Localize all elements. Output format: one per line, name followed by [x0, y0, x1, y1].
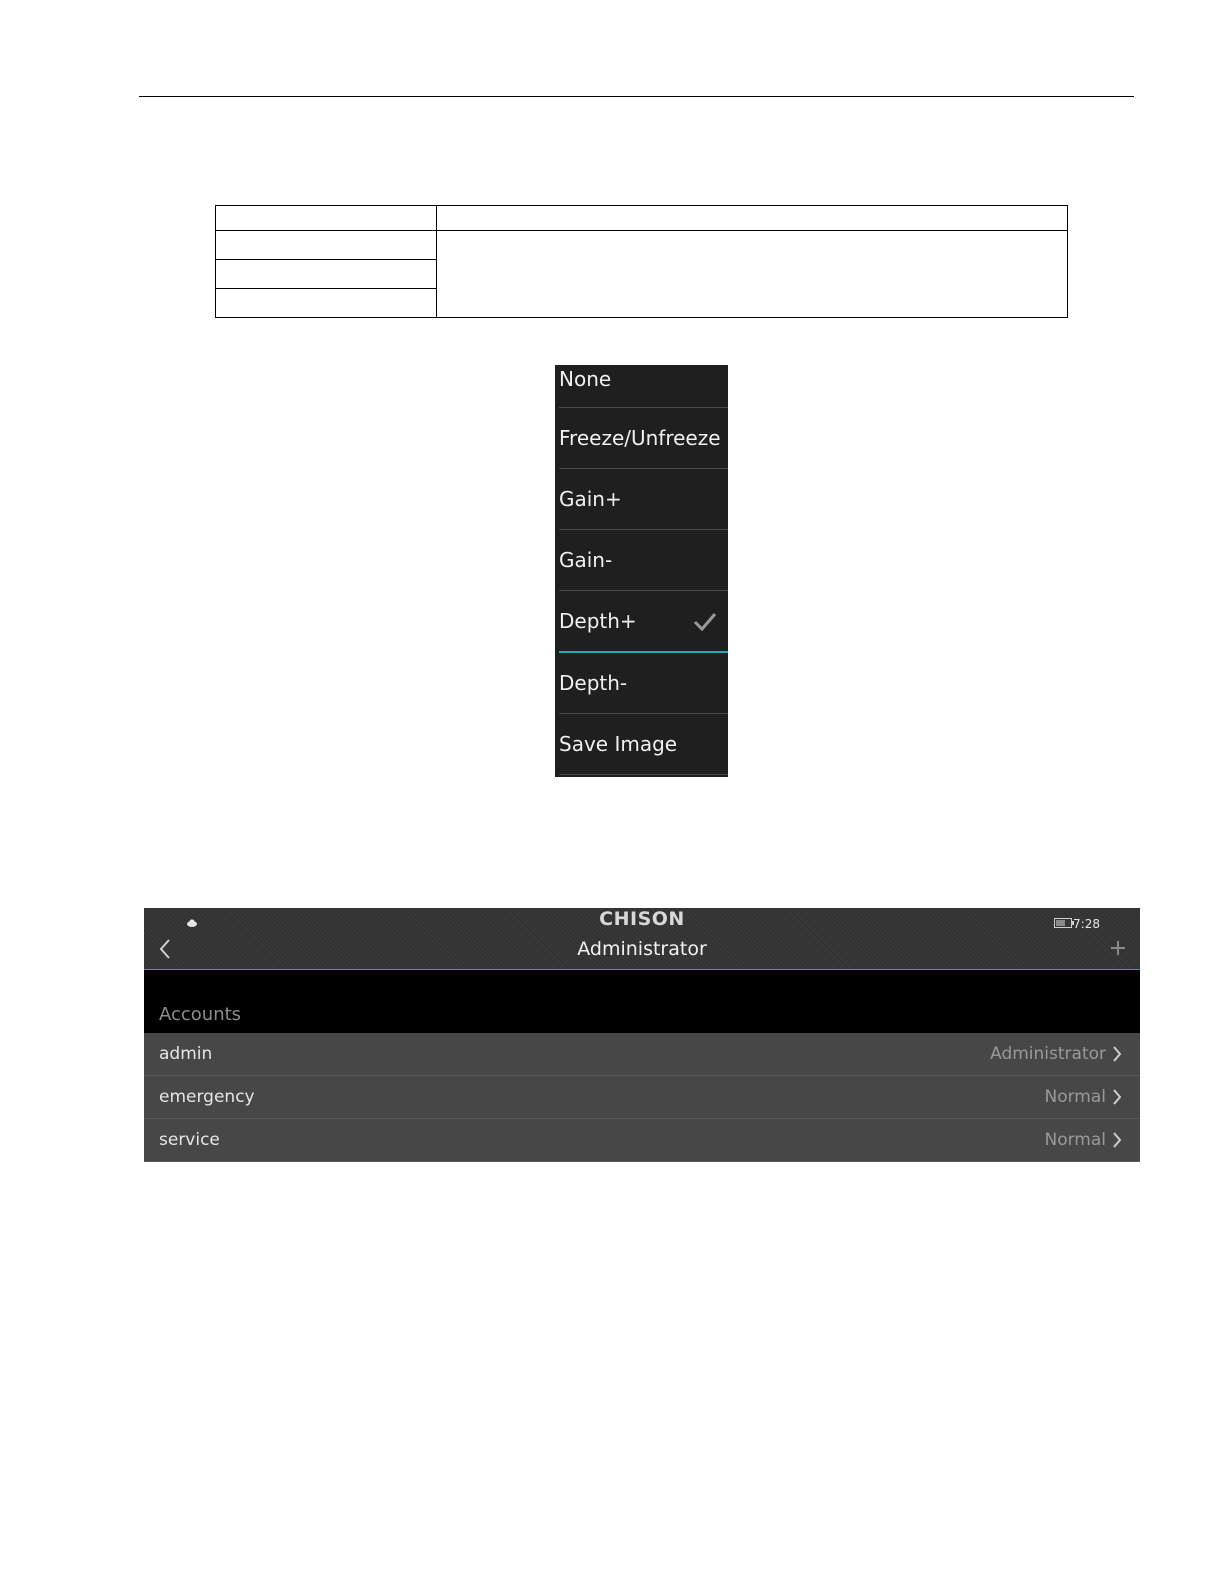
- menu-item-save-image[interactable]: [559, 714, 728, 775]
- menu-item-label: Gain-: [559, 548, 613, 572]
- outline-table: [215, 205, 1068, 318]
- add-icon[interactable]: [1110, 940, 1126, 956]
- account-role: Normal: [1044, 1087, 1106, 1107]
- section-label: Accounts: [159, 1004, 242, 1025]
- account-name: emergency: [159, 1087, 255, 1107]
- menu-item-gain-plus[interactable]: [559, 469, 728, 530]
- menu-item-label: Depth+: [559, 609, 637, 633]
- table-cell-merged: [437, 231, 1068, 318]
- menu-item-depth-minus[interactable]: [559, 653, 728, 714]
- menu-item-label: Depth-: [559, 671, 628, 695]
- table-cell: [216, 289, 437, 318]
- table-row: [216, 231, 1068, 260]
- brand-logo: CHISON: [599, 908, 685, 930]
- account-name: service: [159, 1130, 220, 1150]
- account-role: Normal: [1044, 1130, 1106, 1150]
- header-rule: [139, 96, 1134, 97]
- page-title: Administrator: [577, 938, 707, 960]
- table-cell: [216, 260, 437, 289]
- account-row-admin[interactable]: [144, 1033, 1140, 1076]
- menu-item-none[interactable]: [559, 365, 728, 408]
- account-row-service[interactable]: [144, 1119, 1140, 1162]
- menu-item-label: Gain+: [559, 487, 622, 511]
- accounts-list: [144, 1033, 1140, 1162]
- menu-item-label: Save Image: [559, 732, 678, 756]
- menu-item-freeze-unfreeze[interactable]: [559, 408, 728, 469]
- chevron-right-icon: [1112, 1089, 1122, 1105]
- account-row-emergency[interactable]: [144, 1076, 1140, 1119]
- menu-item-gain-minus[interactable]: [559, 530, 728, 591]
- section-header: [144, 970, 1140, 1033]
- account-name: admin: [159, 1044, 213, 1064]
- checkmark-icon: [692, 610, 718, 632]
- function-dropdown-menu: [555, 365, 728, 777]
- menu-item-depth-plus[interactable]: [559, 591, 728, 653]
- table-cell: [216, 206, 437, 231]
- device-screen: [144, 908, 1140, 1162]
- account-role: Administrator: [990, 1044, 1106, 1064]
- battery-icon: [1054, 918, 1074, 928]
- table-cell: [437, 206, 1068, 231]
- chevron-right-icon: [1112, 1046, 1122, 1062]
- menu-item-label: Freeze/Unfreeze: [559, 426, 721, 450]
- chevron-right-icon: [1112, 1132, 1122, 1148]
- title-bar: [144, 908, 1140, 970]
- table-cell: [216, 231, 437, 260]
- menu-item-label: None: [559, 367, 612, 391]
- status-time: 7:28: [1073, 917, 1100, 931]
- table-row: [216, 206, 1068, 231]
